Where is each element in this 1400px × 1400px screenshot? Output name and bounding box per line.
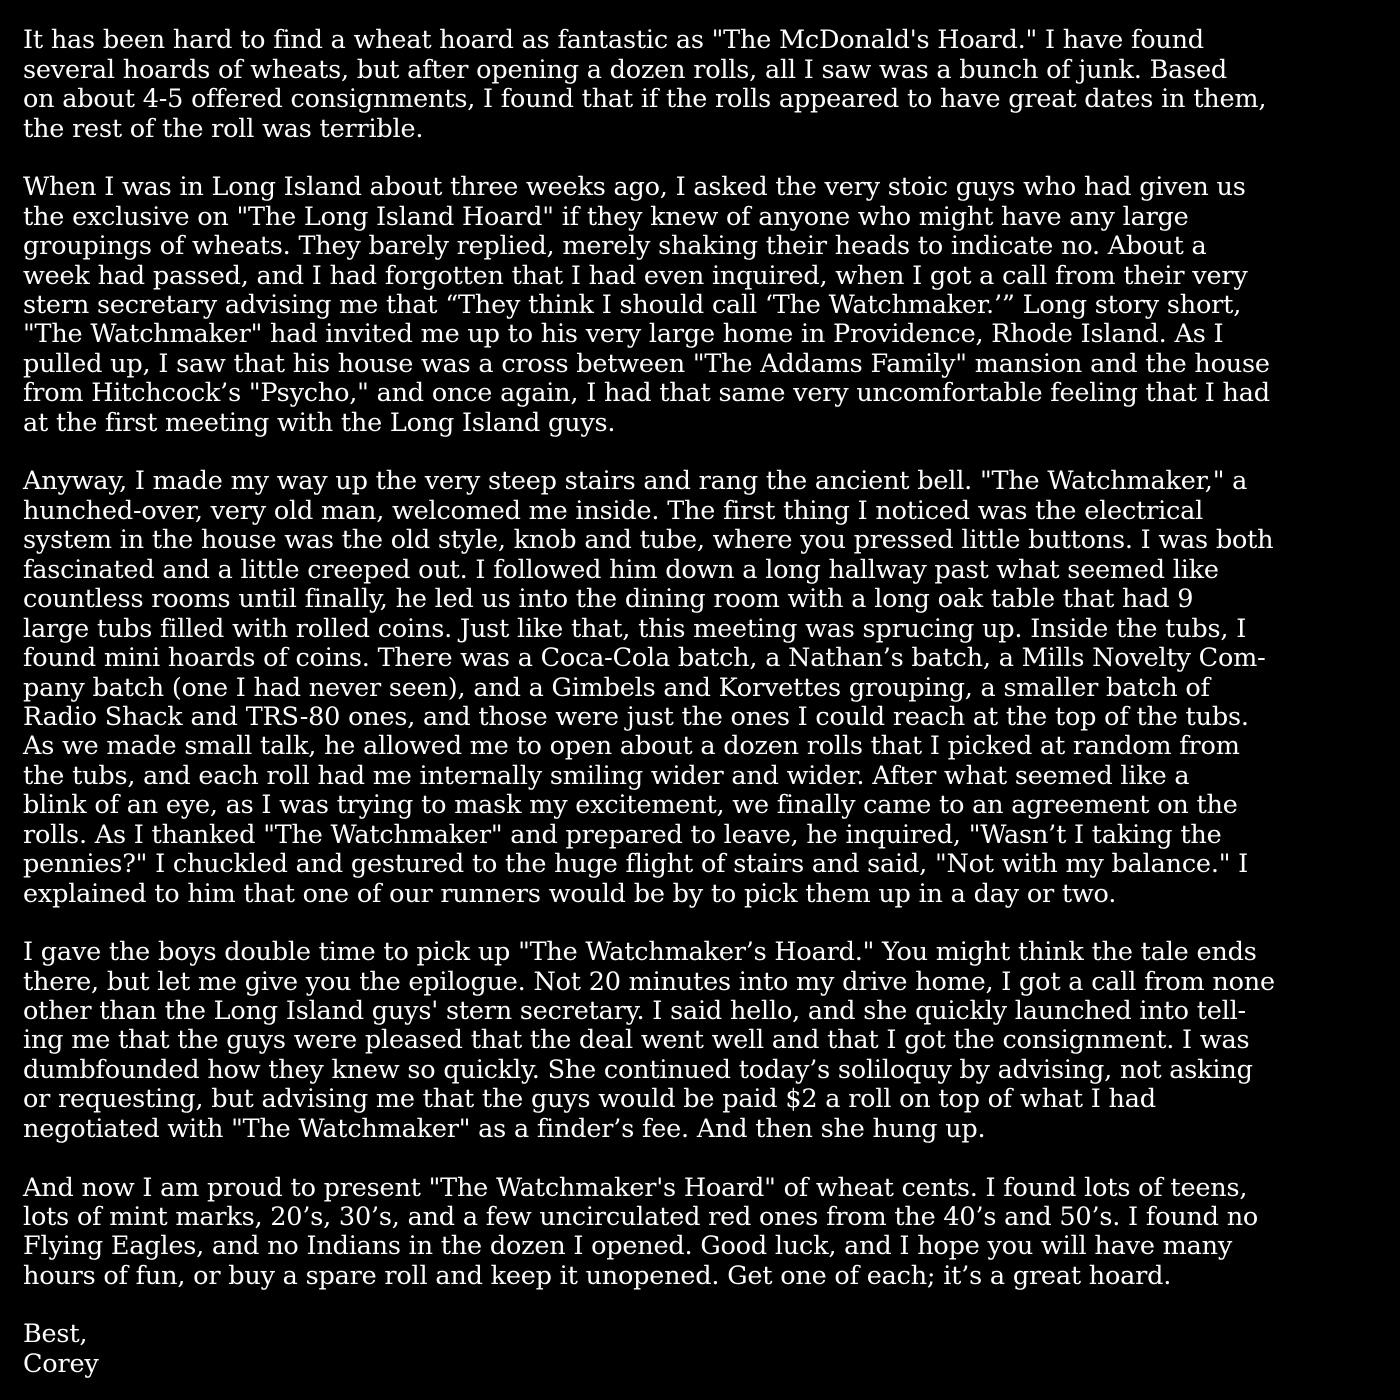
text-line: other than the Long Island guys' stern secretary. I said hello, and she quickly launched into tell- xyxy=(23,996,1246,1026)
text-line: week had passed, and I had forgotten that I had even inquired, when I got a call from their very xyxy=(23,261,1248,291)
text-line: on about 4-5 offered consignments, I found that if the rolls appeared to have great dates in them, xyxy=(23,84,1267,114)
text-line: rolls. As I thanked "The Watchmaker" and prepared to leave, he inquired, "Wasn’t I taking the xyxy=(23,820,1222,850)
signature-name: Corey xyxy=(23,1349,99,1379)
text-line: lots of mint marks, 20’s, 30’s, and a few uncirculated red ones from the 40’s and 50’s. I found no xyxy=(23,1202,1259,1232)
text-line: the tubs, and each roll had me internally smiling wider and wider. After what seemed like a xyxy=(23,761,1190,791)
closing-text: Best, xyxy=(23,1319,88,1349)
text-line: Flying Eagles, and no Indians in the dozen I opened. Good luck, and I hope you will have many xyxy=(23,1231,1233,1261)
text-line: stern secretary advising me that “They think I should call ‘The Watchmaker.’” Long story short, xyxy=(23,290,1242,320)
text-line: groupings of wheats. They barely replied, merely shaking their heads to indicate no. About a xyxy=(23,231,1207,261)
text-line: And now I am proud to present "The Watchmaker's Hoard" of wheat cents. I found lots of teens, xyxy=(23,1173,1248,1203)
text-line: the exclusive on "The Long Island Hoard" if they knew of anyone who might have any large xyxy=(23,202,1189,232)
text-line: system in the house was the old style, knob and tube, where you pressed little buttons. I was both xyxy=(23,525,1274,555)
text-line: or requesting, but advising me that the guys would be paid $2 a roll on top of what I had xyxy=(23,1084,1156,1114)
text-line: It has been hard to find a wheat hoard as fantastic as "The McDonald's Hoard." I have found xyxy=(23,25,1204,55)
text-line: hours of fun, or buy a spare roll and keep it unopened. Get one of each; it’s a great hoard. xyxy=(23,1261,1172,1291)
text-line: Anyway, I made my way up the very steep stairs and rang the ancient bell. "The Watchmaker," a xyxy=(23,466,1248,496)
text-line: dumbfounded how they knew so quickly. She continued today’s soliloquy by advising, not asking xyxy=(23,1055,1253,1085)
text-line: several hoards of wheats, but after opening a dozen rolls, all I saw was a bunch of junk. Based xyxy=(23,55,1228,85)
text-line: negotiated with "The Watchmaker" as a finder’s fee. And then she hung up. xyxy=(23,1114,986,1144)
text-line: fascinated and a little creeped out. I followed him down a long hallway past what seemed like xyxy=(23,555,1219,585)
text-line: I gave the boys double time to pick up "The Watchmaker’s Hoard." You might think the tale ends xyxy=(23,937,1257,967)
text-line: blink of an eye, as I was trying to mask my excitement, we finally came to an agreement on the xyxy=(23,790,1238,820)
text-line: ing me that the guys were pleased that the deal went well and that I got the consignment. I was xyxy=(23,1025,1250,1055)
text-line: Radio Shack and TRS-80 ones, and those were just the ones I could reach at the top of the tubs. xyxy=(23,702,1249,732)
text-line: As we made small talk, he allowed me to open about a dozen rolls that I picked at random from xyxy=(23,731,1240,761)
text-line: countless rooms until finally, he led us into the dining room with a long oak table that had 9 xyxy=(23,584,1194,614)
text-line: hunched-over, very old man, welcomed me inside. The first thing I noticed was the electrical xyxy=(23,496,1204,526)
text-line: pany batch (one I had never seen), and a Gimbels and Korvettes grouping, a smaller batch of xyxy=(23,673,1210,703)
text-line: When I was in Long Island about three weeks ago, I asked the very stoic guys who had given us xyxy=(23,172,1246,202)
text-line: large tubs filled with rolled coins. Just like that, this meeting was sprucing up. Inside the tubs, I xyxy=(23,614,1247,644)
text-line: found mini hoards of coins. There was a Coca-Cola batch, a Nathan’s batch, a Mills Novelty Com- xyxy=(23,643,1266,673)
text-line: from Hitchcock’s "Psycho," and once again, I had that same very uncomfortable feeling that I had xyxy=(23,378,1270,408)
text-line: explained to him that one of our runners would be by to pick them up in a day or two. xyxy=(23,879,1117,909)
text-line: at the first meeting with the Long Island guys. xyxy=(23,408,616,438)
text-line: "The Watchmaker" had invited me up to his very large home in Providence, Rhode Island. As I xyxy=(23,319,1224,349)
text-line: pennies?" I chuckled and gestured to the huge flight of stairs and said, "Not with my balance." I xyxy=(23,849,1249,879)
text-line: pulled up, I saw that his house was a cross between "The Addams Family" mansion and the house xyxy=(23,349,1270,379)
text-line: the rest of the roll was terrible. xyxy=(23,114,424,144)
text-line: there, but let me give you the epilogue. Not 20 minutes into my drive home, I got a call from none xyxy=(23,967,1275,997)
